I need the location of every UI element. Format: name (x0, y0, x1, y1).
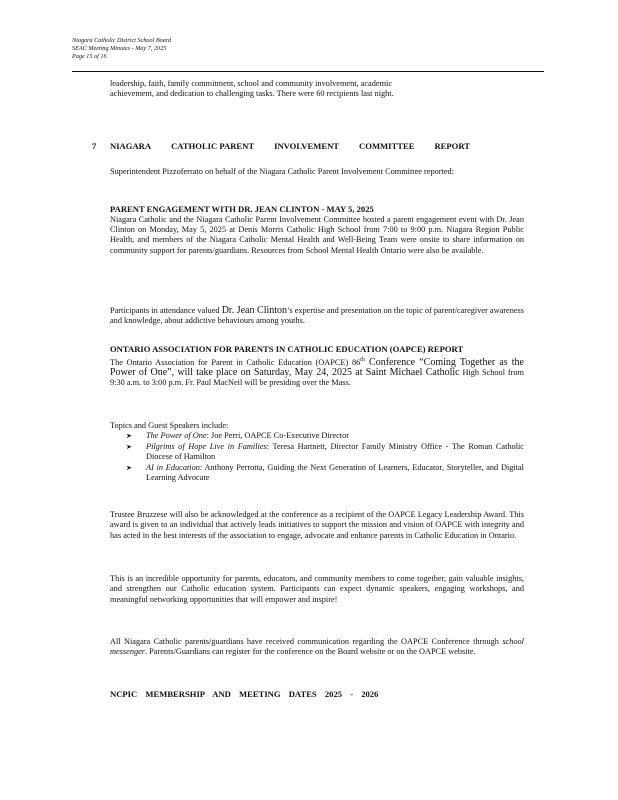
conference-title: Conference “Coming Together as the Power of One”, will take place on Saturday, May 24, 2025 at Saint Michael Catholic (110, 356, 524, 378)
intro-paragraph (110, 79, 524, 100)
parent-engagement-body: Niagara Catholic and the Niagara Catholic Parent Involvement Committee hosted a parent engagement event with Dr. Jean Clinton on Monday, May 5, 2025 at Denis Morris Catholic High School from 7:00 to 9:00 p.m. Niagara Region Public Health, and members of the Niagara Catholic Mental Health and Well-Being Team were onsite to share information on community support for parents/guardians. Resources from School Mental Health Ontario were also be available. (110, 214, 524, 255)
participants-paragraph: Participants in attendance valued Dr. Jean Clinton’s expertise and presentation on the topic of parent/caregiver awareness and knowledge, about addictive behaviours among youths. (110, 305, 524, 326)
header-meeting: SEAC Meeting Minutes - May 7, 2025 (72, 45, 167, 52)
page-header (72, 37, 171, 61)
topics-intro: Topics and Guest Speakers include: (110, 421, 229, 430)
list-item: ➤ The Power of One: Joe Perri, OAPCE Co-Executive Director (126, 431, 350, 441)
arrow-bullet-icon: ➤ (126, 432, 132, 441)
oapce-body: The Ontario Association for Parent in Catholic Education (OAPCE) 86th Conference “Coming Together as the Power of One”, will take place on Saturday, May 24, 2025 at Saint Michael Catholic High School from 9:30 a.m. to 3:00 p.m. Fr. Paul MacNeil will be presiding over the Mass. (110, 356, 524, 388)
intro-line-1: leadership, faith, family commitment, school and community involvement, academic (110, 79, 393, 88)
register-paragraph: All Niagara Catholic parents/guardians have received communication regarding the OAPCE Conference through school messenger. Parents/Guardians can register for the conference on the Board website or on the OAPCE website. (110, 637, 524, 657)
section-title: NIAGARA CATHOLIC PARENT INVOLVEMENT COMMITTEE REPORT (110, 141, 470, 151)
arrow-bullet-icon: ➤ (126, 463, 132, 472)
header-page-number: Page 15 of 16 (72, 53, 107, 60)
topics-list (110, 431, 524, 483)
trustee-paragraph: Trustee Bruzzese will also be acknowledged at the conference as a recipient of the OAPCE Legacy Leadership Award. This award is given to an individual that actively leads initiatives to support the mission and vision of OAPCE with integrity and has acted in the best interests of the association to engage, advocate and enhance parents in Catholic Education in Ontario. (110, 510, 524, 540)
arrow-bullet-icon: ➤ (126, 442, 132, 451)
opportunity-paragraph: This is an incredible opportunity for parents, educators, and community members to come together, gain valuable insights, and strengthen our Catholic education system. Participants can expect dynamic speakers, engaging workshops, and meaningful networking opportunities that will empower and inspire! (110, 574, 524, 604)
oapce-section (110, 344, 524, 389)
reported-paragraph: Superintendent Pizzoferrato on behalf of the Niagara Catholic Parent Involvement Committee reported: (110, 167, 454, 176)
speaker-name: Dr. Jean Clinton (221, 305, 288, 316)
school-messenger: school messenger (110, 637, 524, 657)
list-item: ➤ AI in Education: Anthony Perrotta, Guiding the Next Generation of Learners, Educator, Storyteller, and Digital Learning Advocate (126, 462, 524, 483)
header-board-name: Niagara Catholic District School Board (72, 37, 172, 44)
intro-line-2: achievement, and dedication to challenging tasks. There were 60 recipients last night. (110, 89, 394, 99)
parent-engagement-heading: PARENT ENGAGEMENT WITH DR. JEAN CLINTON - MAY 5, 2025 (110, 204, 374, 214)
topics-section (110, 421, 524, 483)
header-divider (72, 71, 544, 72)
section-number: 7 (92, 141, 97, 151)
parent-engagement-section (110, 204, 524, 256)
ncpic-heading: NCPIC MEMBERSHIP AND MEETING DATES 2025 - 2026 (110, 689, 379, 699)
list-item: ➤ Pilgrims of Hope Live in Families: Teresa Hartnett, Director Family Ministry Office - The Roman Catholic Diocese of Hamilton (126, 441, 524, 462)
oapce-heading: ONTARIO ASSOCIATION FOR PARENTS IN CATHOLIC EDUCATION (OAPCE) REPORT (110, 344, 464, 354)
